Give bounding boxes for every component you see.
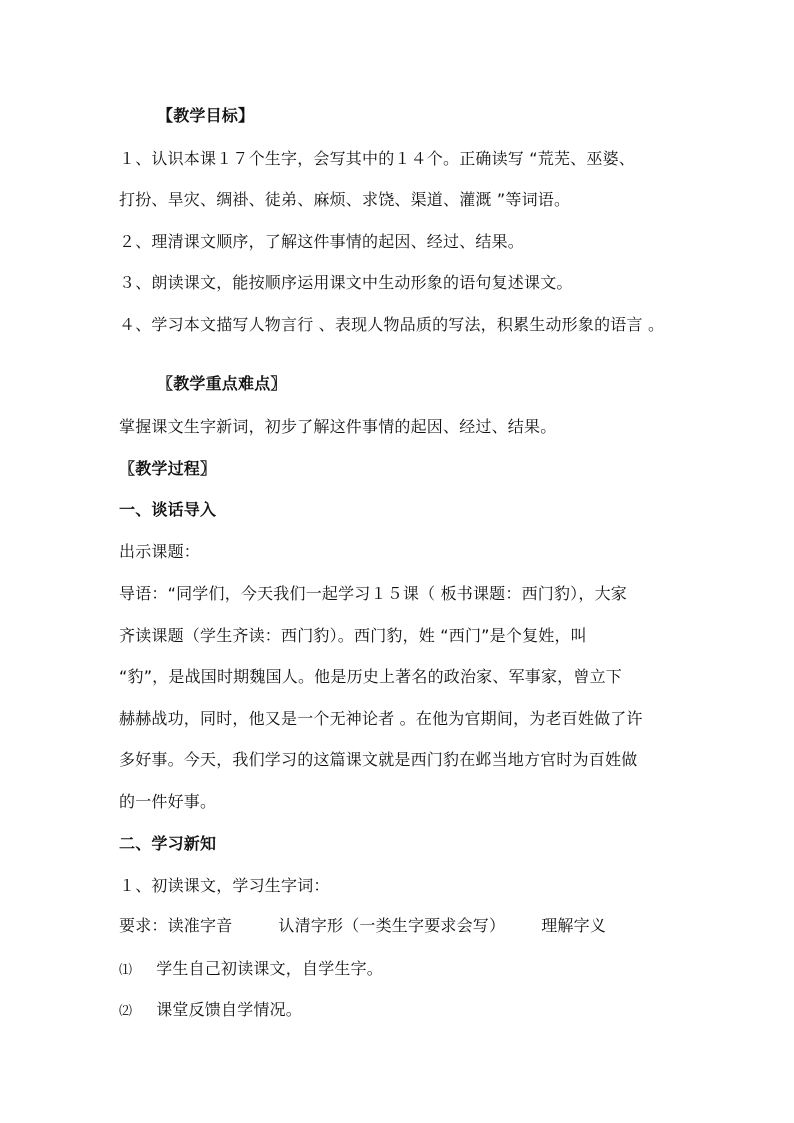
intro-line-2: 齐读课题（学生齐读：西门豹）。西门豹，姓 “西门”是个复姓，叫 [119,626,587,645]
sub-item-1 [119,959,383,981]
sub-item-text: 学生自己初读课文，自学生字。 [156,959,384,978]
key-points-text: 掌握课文生字新词，初步了解这件事情的起因、经过、结果。 [119,417,557,436]
intro-line-4: 赫赫战功，同时，他又是一个无神论者 。在他为官期间，为老百姓做了许 [119,709,643,728]
goal-line-2: 打扮、旱灾、绸褂、徒弟、麻烦、求饶、渠道、灌溉 ”等词语。 [119,190,571,209]
section2-heading: 二、学习新知 [119,834,217,853]
goal-line-5: ４、学习本文描写人物言行 、表现人物品质的写法，积累生动形象的语言 。 [119,315,665,334]
show-title: 出示课题： [119,542,201,561]
intro-line-5: 多好事。今天，我们学习的这篇课文就是西门豹在邺当地方官时为百姓做 [119,750,638,769]
requirements-label: 要求：读准字音 [119,916,233,935]
sub-item-2 [119,1000,302,1022]
key-points-heading: 〖教学重点难点〗 [157,374,287,393]
requirements-item-3: 理解字义 [541,916,607,935]
requirements-item-2: 认清字形（一类生字要求会写） [278,916,506,935]
step1-line: １、初读课文，学习生字词： [119,876,330,895]
sub-item-marker: ⑵ [119,1004,133,1019]
process-heading: 〖教学过程〗 [119,459,217,478]
requirements-line [119,916,606,936]
sub-item-marker: ⑴ [119,963,133,978]
section1-heading: 一、谈话导入 [119,500,217,519]
goal-line-3: ２、理清课文顺序，了解这件事情的起因、经过、结果。 [119,232,525,251]
goal-line-4: ３、朗读课文，能按顺序运用课文中生动形象的语句复述课文。 [119,273,573,292]
goals-heading: 【教学目标】 [157,106,255,125]
goal-line-1: １、认识本课１７个生字，会写其中的１４个。正确读写 “荒芜、巫婆、 [119,149,635,168]
intro-line-3: “豹”，是战国时期魏国人。他是历史上著名的政治家、军事家，曾立下 [119,667,622,686]
intro-line-6: 的一件好事。 [119,792,217,811]
sub-item-text: 课堂反馈自学情况。 [156,1000,303,1019]
intro-line-1: 导语：“同学们，今天我们一起学习１５课（ 板书课题：西门豹），大家 [119,584,627,603]
